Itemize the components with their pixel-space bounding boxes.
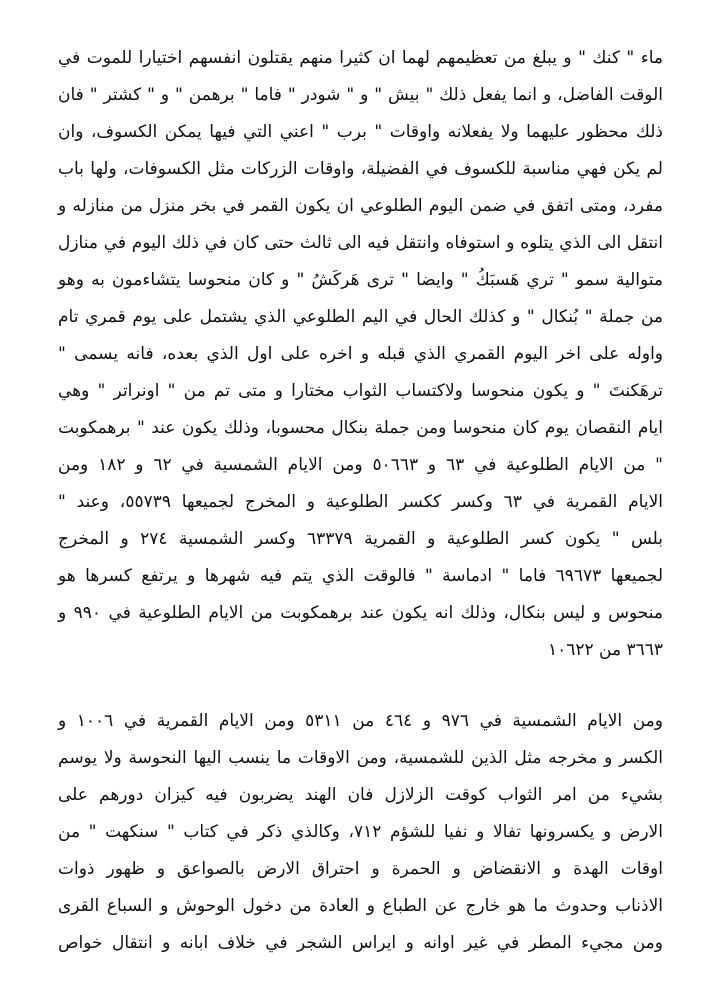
document-page xyxy=(58,40,663,962)
text-line: الوقت الفاضل، و انما يفعل ذلك " بيش " و " شودر " فاما " برهمن " و " كشتر " فان xyxy=(58,85,663,105)
text-line: لم يكن فهي مناسبة للكسوف في الفضيلة، واوقات الزركات مثل الكسوفات، ولها باب xyxy=(58,159,663,179)
text-line: " من الايام الطلوعية في ٦٣ و ٥٠٦٦٣ ومن الايام الشمسية في ٦٢ و ١٨٢ ومن xyxy=(58,455,663,475)
text-line: واوله على اخر اليوم القمري الذي قبله و اخره على اول الذي بعده، فانه يسمى " xyxy=(58,344,663,364)
text-line: بشيء من امر الثواب كوقت الزلازل فان الهند يضربون فيه كيزان دورهم على xyxy=(58,785,663,805)
paragraph-gap xyxy=(58,669,663,703)
text-line: انتقل الى الذي يتلوه و استوفاه وانتقل فيه الى ثالث حتى كان في ذلك اليوم في منازل xyxy=(58,233,663,253)
paragraph-2 xyxy=(58,703,663,962)
text-line: متوالية سمو " تري هَسبَكُ " وايضا " ترى هَركَشُ " و كان منحوسا يتشاءمون به وهو xyxy=(58,270,663,290)
text-line: ومن الايام الشمسية في ٩٧٦ و ٤٦٤ من ٥٣١١ ومن الايام القمرية في ١٠٠٦ و xyxy=(58,711,663,731)
text-line: من جملة " بُنكال " و كذلك الحال في اليم الطلوعي الذي يشتمل على يوم قمري تام xyxy=(58,307,663,327)
text-line: بلس " يكون كسر الطلوعية و القمرية ٦٣٣٧٩ وكسر الشمسية ٢٧٤ و المخرج xyxy=(58,529,663,549)
text-line: ايام النقصان يوم كان منحوسا ومن جملة بنكال محسوبا، وذلك يكون عند " برهمكوبت xyxy=(58,418,663,438)
text-line: اوقات الهدة و الانقضاض و الحمرة و احتراق الارض بالصواعق و ظهور ذوات xyxy=(58,859,663,879)
text-line: منحوس و ليس بنكال، وذلك انه يكون عند برهمكوبت من الايام الطلوعية في ٩٩٠ و xyxy=(58,603,663,623)
text-line: مفرد، ومتى اتفق في ضمن اليوم الطلوعي ان يكون القمر في بخر منزل من منازله و xyxy=(58,196,663,216)
text-line: ٣٦٦٣ من ١٠٦٢٢ xyxy=(547,640,663,660)
text-line: الاذناب وحدوث ما هو خارج عن الطباع و العادة من دخول الوحوش و السباع القرى xyxy=(58,896,663,916)
text-line: ماء " كنك " و يبلغ من تعظيمهم لهما ان كثيرا منهم يقتلون انفسهم اختيارا للموت في xyxy=(58,48,663,68)
text-line: الكسر و مخرجه مثل الذين للشمسية، ومن الاوقات ما ينسب اليها النحوسة ولا يوسم xyxy=(58,748,663,768)
text-line: الارض و يكسرونها تفالا و نفيا للشؤم ٧١٢، وكالذي ذكر في كتاب " سنكهت " من xyxy=(58,822,663,842)
text-line: ذلك محظور عليهما ولا يفعلانه واوقات " برب " اعني التي فيها يمكن الكسوف، وان xyxy=(58,122,663,142)
text-line: الايام القمرية في ٦٣ وكسر ككسر الطلوعية و المخرج لجميعها ٥٥٧٣٩، وعند " xyxy=(58,492,663,512)
text-line: ومن مجيء المطر في غير اوانه و ايراس الشجر في خلاف ابانه و انتقال خواص xyxy=(58,933,663,953)
paragraph-1 xyxy=(58,40,663,669)
text-line: ترهَكنتَ " و يكون منحوسا ولاكتساب الثواب مختارا و متى تم من " اونراتر " وهي xyxy=(58,381,663,401)
text-line: لجميعها ٦٩٦٧٣ فاما " ادماسة " فالوقت الذي يتم فيه شهرها و يرتفع كسرها هو xyxy=(58,566,663,586)
